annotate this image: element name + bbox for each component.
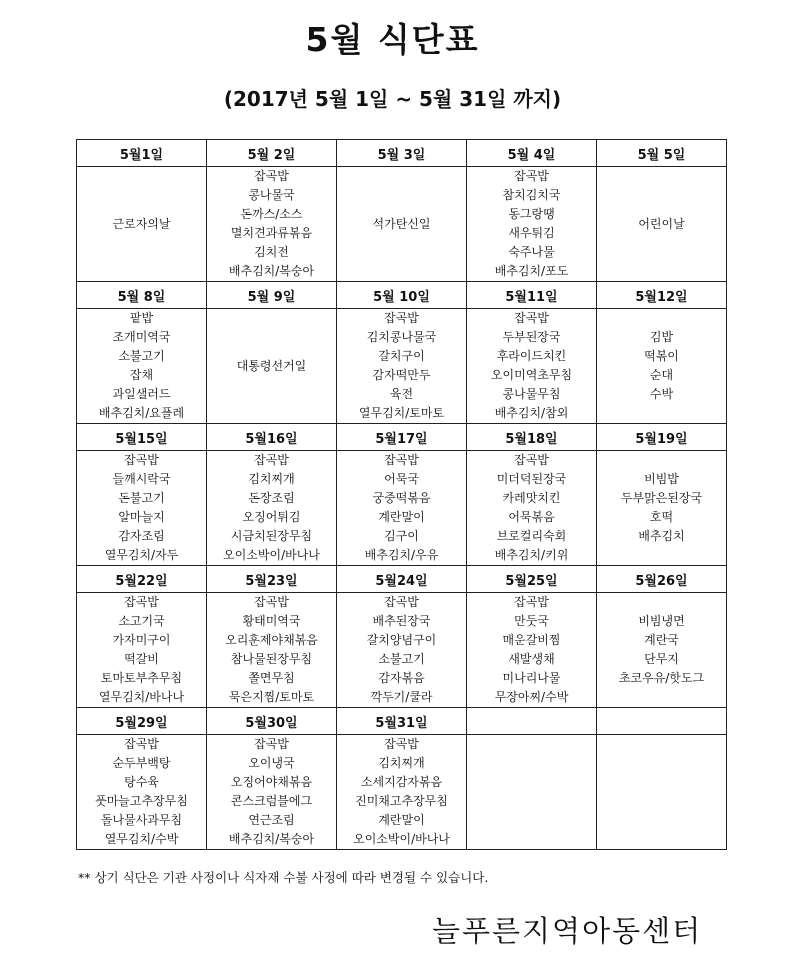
week-menu-row	[77, 309, 727, 424]
menu-item: 미더덕된장국	[496, 472, 567, 486]
day-menu-cell	[467, 451, 597, 566]
menu-item: 잡곡밥	[514, 453, 549, 467]
day-date: 5월 5일	[597, 140, 727, 167]
day-date: 5월 3일	[337, 140, 467, 167]
day-date: 5월 10일	[337, 282, 467, 309]
menu-item: 잡곡밥	[514, 595, 549, 609]
day-date: 5월1일	[77, 140, 207, 167]
menu-item: 오징어튀김	[242, 510, 301, 524]
menu-item: 잡곡밥	[124, 737, 159, 751]
menu-item: 돌나물사과무침	[100, 813, 183, 827]
menu-item: 만둣국	[514, 614, 549, 628]
menu-item: 대통령선거일	[236, 358, 307, 373]
menu-item: 궁중떡볶음	[372, 491, 431, 505]
week-date-row	[77, 140, 727, 167]
menu-item: 계란말이	[378, 510, 425, 524]
day-menu-cell	[337, 593, 467, 708]
week-menu-row	[77, 735, 727, 850]
menu-item: 참나물된장무침	[230, 652, 313, 666]
menu-item: 어묵볶음	[508, 510, 555, 524]
menu-item: 오이미역초무침	[490, 368, 573, 382]
day-date: 5월11일	[467, 282, 597, 309]
menu-item: 갈치구이	[378, 349, 425, 363]
day-date: 5월23일	[207, 566, 337, 593]
menu-item: 잡곡밥	[254, 453, 289, 467]
menu-item: 오리훈제야채볶음	[225, 633, 318, 647]
week-menu-row	[77, 593, 727, 708]
menu-item: 단무지	[644, 652, 679, 666]
day-menu-cell	[467, 735, 597, 850]
menu-item: 잡곡밥	[124, 595, 159, 609]
menu-item: 어린이날	[638, 216, 685, 231]
menu-item: 소불고기	[118, 349, 165, 363]
day-menu-cell	[207, 593, 337, 708]
menu-item: 계란국	[644, 633, 679, 647]
menu-item: 떡갈비	[124, 652, 159, 666]
menu-item: 배추김치/참외	[494, 406, 569, 420]
menu-item: 근로자의날	[112, 216, 171, 231]
day-date	[597, 708, 727, 735]
menu-item: 잡곡밥	[384, 595, 419, 609]
menu-item: 새발생채	[508, 652, 555, 666]
menu-item: 풋마늘고추장무침	[95, 794, 188, 808]
menu-item: 잡곡밥	[254, 595, 289, 609]
menu-item: 시금치된장무침	[230, 529, 313, 543]
center-name: 늘푸른지역아동센터	[432, 914, 703, 948]
day-menu-cell	[77, 309, 207, 424]
menu-item: 잡곡밥	[514, 311, 549, 325]
day-date: 5월 8일	[77, 282, 207, 309]
menu-item: 돈장조림	[248, 491, 295, 505]
week-menu-row	[77, 451, 727, 566]
menu-item: 새우튀김	[508, 226, 555, 240]
menu-item: 연근조림	[248, 813, 295, 827]
menu-item: 매운갈비찜	[502, 633, 561, 647]
menu-item: 과일샐러드	[112, 387, 171, 401]
menu-item: 숙주나물	[508, 245, 555, 259]
menu-item: 동그랑땡	[508, 207, 555, 221]
menu-item: 콘스크럼블에그	[230, 794, 313, 808]
menu-item: 잡곡밥	[384, 453, 419, 467]
meal-plan-table	[76, 139, 727, 850]
menu-item: 잡곡밥	[384, 311, 419, 325]
day-menu-cell	[597, 309, 727, 424]
day-date: 5월17일	[337, 424, 467, 451]
menu-item: 돈불고기	[118, 491, 165, 505]
menu-item: 잡곡밥	[124, 453, 159, 467]
menu-item: 브로컬리숙회	[496, 529, 567, 543]
menu-item: 무장아찌/수박	[494, 690, 569, 704]
day-menu-cell	[467, 593, 597, 708]
day-date: 5월18일	[467, 424, 597, 451]
day-menu-cell	[207, 451, 337, 566]
menu-item: 콩나물무침	[502, 387, 561, 401]
menu-item: 깍두기/쿨라	[370, 690, 433, 704]
page-title: 5월 식단표	[305, 20, 480, 59]
menu-item: 토마토부추무침	[100, 671, 183, 685]
menu-item: 잡채	[129, 368, 154, 382]
menu-item: 김치찌개	[378, 756, 425, 770]
week-menu-row	[77, 167, 727, 282]
menu-item: 김밥	[649, 330, 674, 344]
menu-item: 팥밥	[129, 311, 154, 325]
day-date: 5월25일	[467, 566, 597, 593]
menu-item: 계란말이	[378, 813, 425, 827]
week-date-row	[77, 282, 727, 309]
day-menu-cell	[597, 451, 727, 566]
menu-item: 후라이드치킨	[496, 349, 567, 363]
menu-item: 비빔밥	[644, 472, 679, 486]
menu-item: 열무김치/바나나	[98, 690, 185, 704]
day-menu-cell	[207, 309, 337, 424]
menu-item: 오징어야채볶음	[230, 775, 313, 789]
menu-item: 김치콩나물국	[366, 330, 437, 344]
menu-item: 잡곡밥	[254, 737, 289, 751]
day-date: 5월29일	[77, 708, 207, 735]
day-menu-cell	[597, 593, 727, 708]
day-menu-cell	[467, 309, 597, 424]
week-date-row	[77, 708, 727, 735]
day-date: 5월31일	[337, 708, 467, 735]
week-date-row	[77, 566, 727, 593]
menu-item: 쫄면무침	[248, 671, 295, 685]
menu-item: 순두부백탕	[112, 756, 171, 770]
day-date: 5월 9일	[207, 282, 337, 309]
menu-item: 배추김치/포도	[494, 264, 569, 278]
menu-item: 배추된장국	[372, 614, 431, 628]
menu-item: 탕수육	[124, 775, 159, 789]
menu-item: 호떡	[649, 510, 674, 524]
day-date: 5월22일	[77, 566, 207, 593]
day-menu-cell	[77, 735, 207, 850]
menu-item: 배추김치	[638, 529, 685, 543]
menu-item: 황태미역국	[242, 614, 301, 628]
day-menu-cell	[337, 167, 467, 282]
menu-item: 석가탄신일	[372, 216, 431, 231]
menu-item: 미나리나물	[502, 671, 561, 685]
menu-item: 배추김치/복숭아	[228, 264, 315, 278]
menu-item: 가자미구이	[112, 633, 171, 647]
day-menu-cell	[207, 735, 337, 850]
menu-item: 감자떡만두	[372, 368, 431, 382]
menu-item: 갈치양념구이	[366, 633, 437, 647]
day-menu-cell	[207, 167, 337, 282]
menu-item: 육전	[389, 387, 414, 401]
menu-item: 소고기국	[118, 614, 165, 628]
menu-item: 참치김치국	[502, 188, 561, 202]
day-menu-cell	[77, 451, 207, 566]
menu-item: 잡곡밥	[514, 169, 549, 183]
menu-item: 카레맛치킨	[502, 491, 561, 505]
day-menu-cell	[77, 167, 207, 282]
menu-item: 감자조림	[118, 529, 165, 543]
menu-item: 비빔냉면	[638, 614, 685, 628]
day-date: 5월30일	[207, 708, 337, 735]
menu-item: 두부된장국	[502, 330, 561, 344]
menu-item: 김구이	[384, 529, 419, 543]
menu-item: 콩나물국	[248, 188, 295, 202]
day-date: 5월26일	[597, 566, 727, 593]
day-date: 5월12일	[597, 282, 727, 309]
week-date-row	[77, 424, 727, 451]
menu-item: 소불고기	[378, 652, 425, 666]
menu-item: 배추김치/요플레	[98, 406, 185, 420]
menu-item: 멸치견과류볶음	[230, 226, 313, 240]
menu-item: 알마늘지	[118, 510, 165, 524]
menu-item: 오이소박이/바나나	[223, 548, 320, 562]
day-menu-cell	[337, 309, 467, 424]
menu-item: 들깨시락국	[112, 472, 171, 486]
menu-item: 순대	[649, 368, 674, 382]
menu-item: 열무김치/자두	[104, 548, 179, 562]
menu-item: 잡곡밥	[254, 169, 289, 183]
menu-item: 감자볶음	[378, 671, 425, 685]
menu-item: 두부맑은된장국	[620, 491, 703, 505]
menu-item: 소세지감자볶음	[360, 775, 443, 789]
day-menu-cell	[77, 593, 207, 708]
menu-item: 진미채고추장무침	[355, 794, 448, 808]
day-date: 5월 4일	[467, 140, 597, 167]
menu-item: 열무김치/토마토	[358, 406, 445, 420]
menu-item: 묵은지찜/토마토	[228, 690, 315, 704]
menu-item: 김치찌개	[248, 472, 295, 486]
day-menu-cell	[337, 735, 467, 850]
menu-item: 돈까스/소스	[240, 207, 303, 221]
day-menu-cell	[597, 735, 727, 850]
notice-text: ** 상기 식단은 기관 사정이나 식자재 수불 사정에 따라 변경될 수 있습니다.	[78, 870, 489, 885]
day-date	[467, 708, 597, 735]
date-range-subtitle: (2017년 5월 1일 ~ 5월 31일 까지)	[223, 87, 562, 111]
menu-item: 초코우유/핫도그	[618, 671, 705, 685]
menu-item: 오이냉국	[248, 756, 295, 770]
day-date: 5월 2일	[207, 140, 337, 167]
day-menu-cell	[467, 167, 597, 282]
day-menu-cell	[337, 451, 467, 566]
menu-item: 오이소박이/바나나	[353, 832, 450, 846]
menu-item: 배추김치/우유	[364, 548, 439, 562]
menu-item: 조개미역국	[112, 330, 171, 344]
day-date: 5월15일	[77, 424, 207, 451]
menu-item: 열무김치/수박	[104, 832, 179, 846]
day-date: 5월24일	[337, 566, 467, 593]
day-date: 5월16일	[207, 424, 337, 451]
menu-item: 배추김치/키위	[494, 548, 569, 562]
menu-item: 잡곡밥	[384, 737, 419, 751]
menu-item: 배추김치/복숭아	[228, 832, 315, 846]
day-menu-cell	[597, 167, 727, 282]
menu-item: 어묵국	[384, 472, 419, 486]
day-date: 5월19일	[597, 424, 727, 451]
menu-item: 떡볶이	[644, 349, 679, 363]
menu-item: 수박	[649, 387, 674, 401]
menu-item: 김치전	[254, 245, 289, 259]
